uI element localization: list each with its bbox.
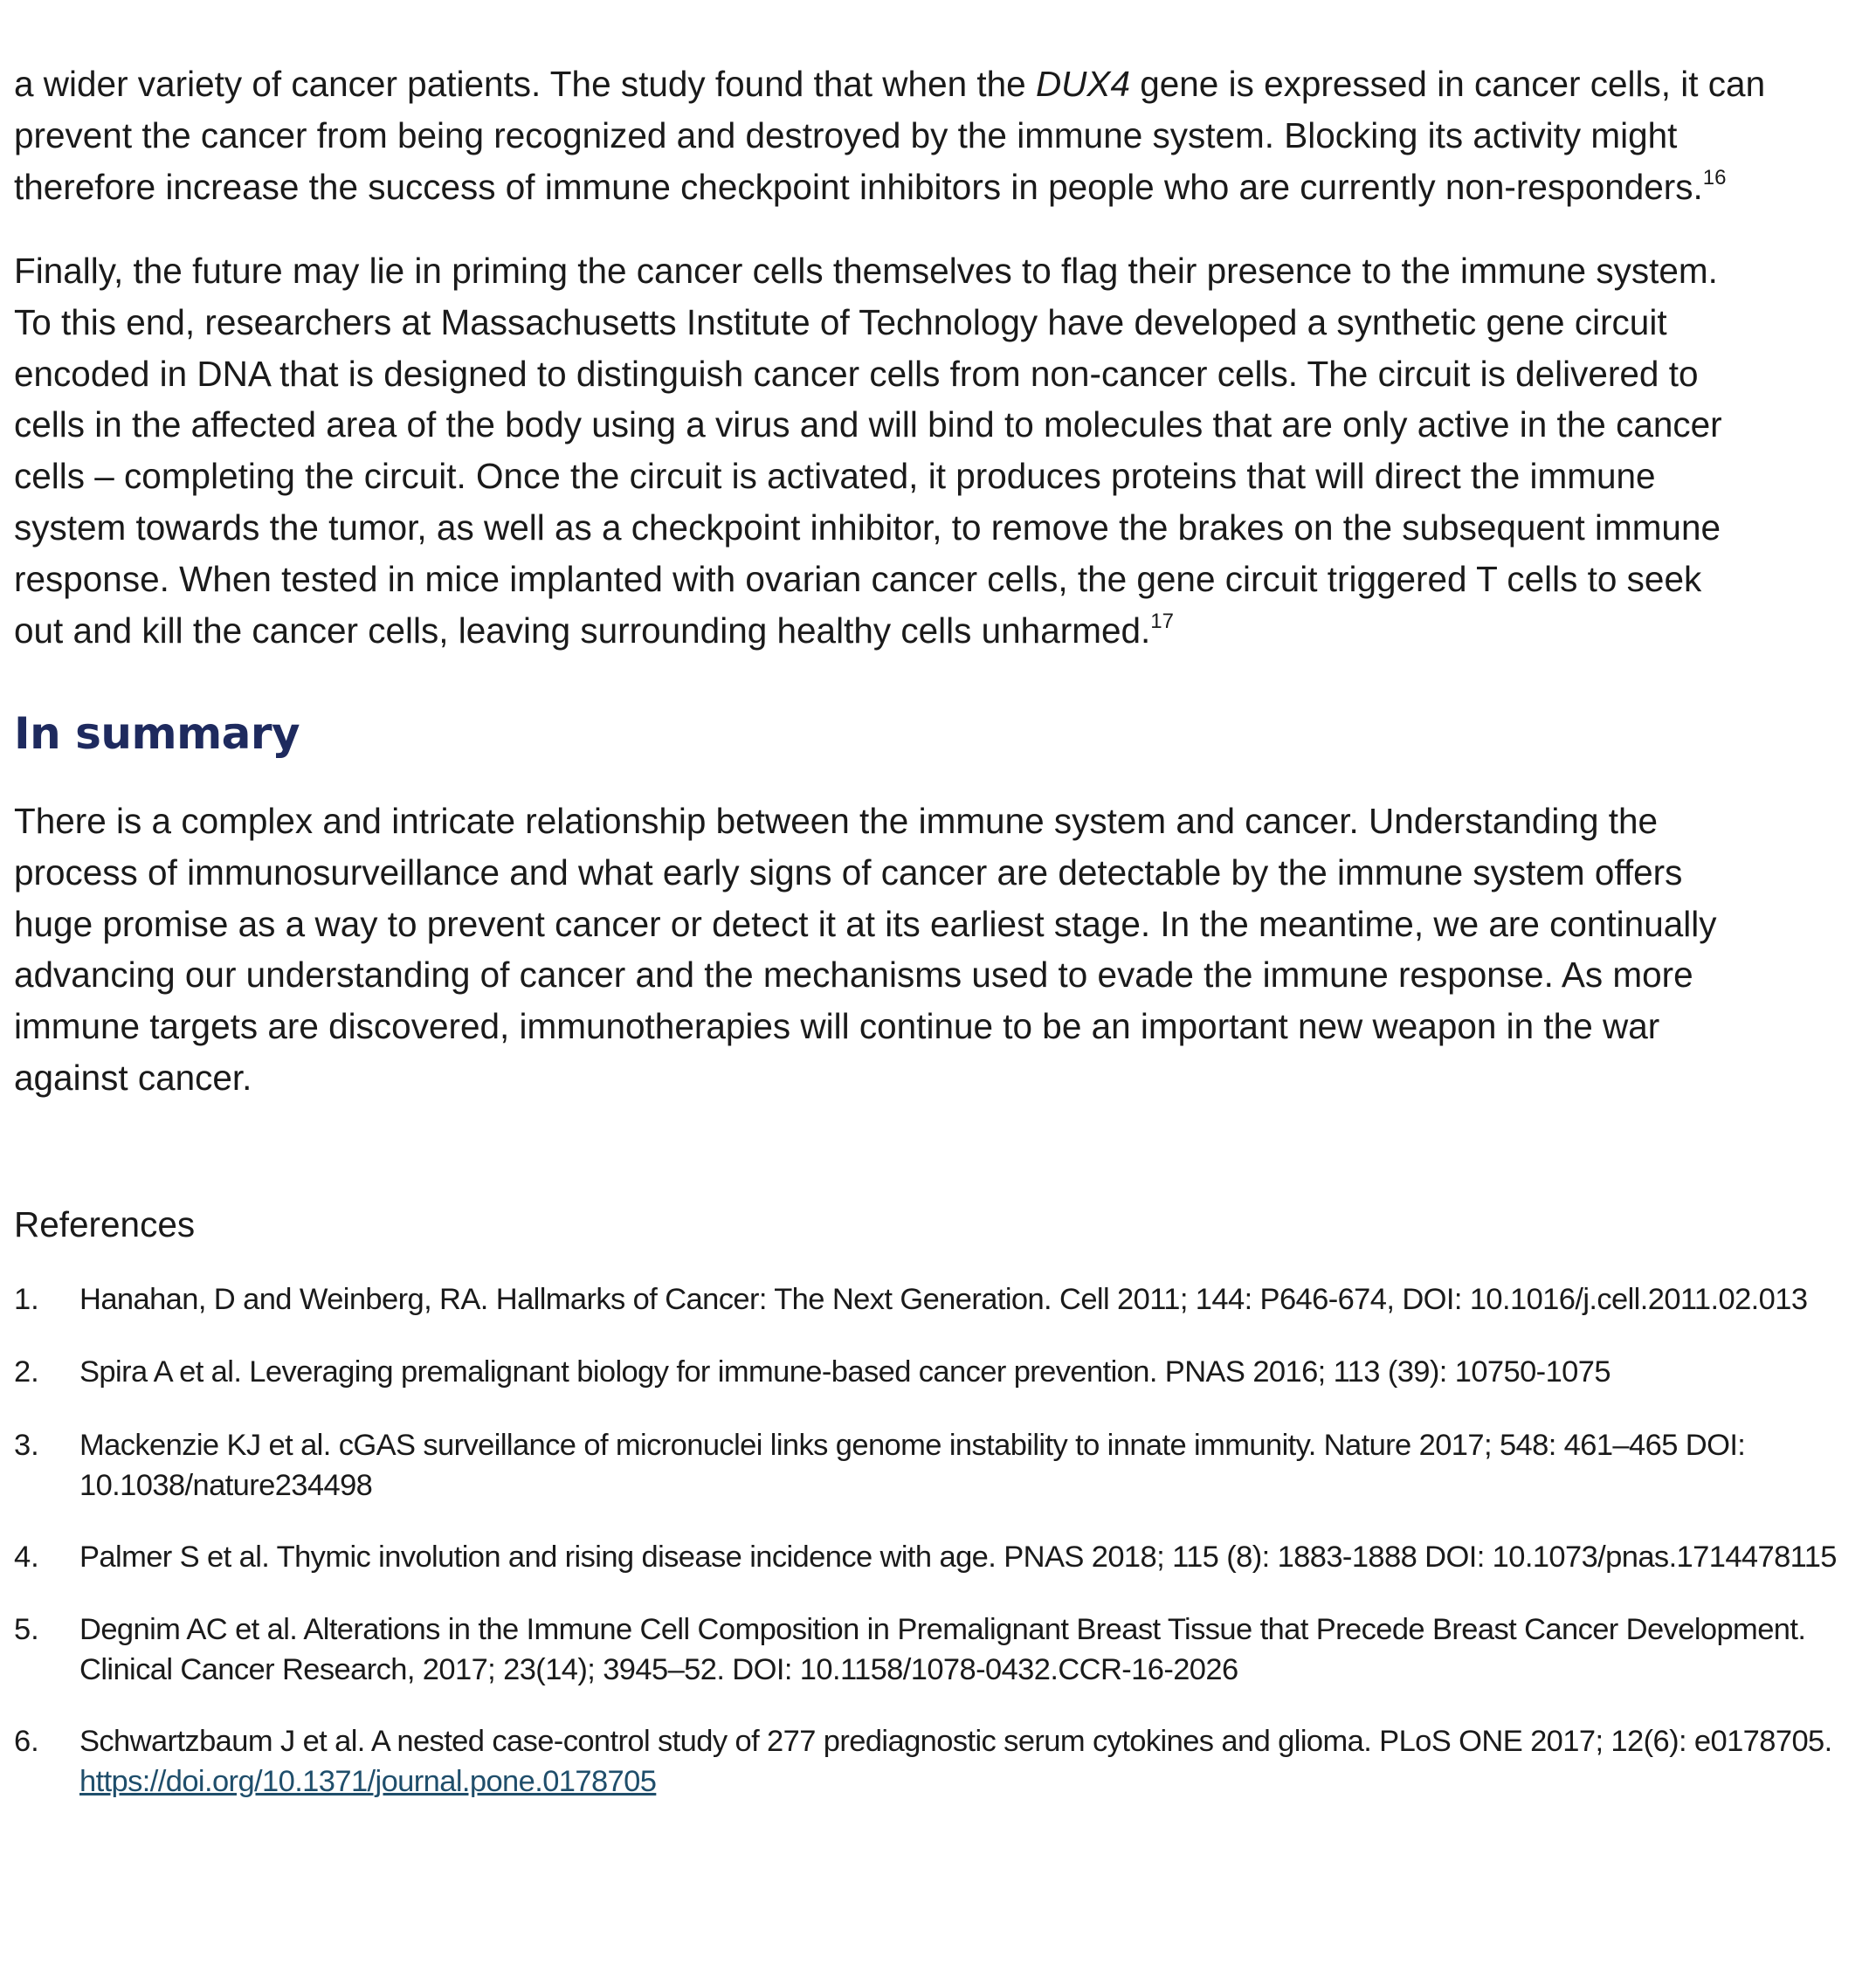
- reference-number: 4.: [14, 1540, 39, 1574]
- paragraph-line: huge promise as a way to prevent cancer or detect it at its earliest stage. In the meantime, we are continually: [14, 903, 1717, 944]
- paragraph-line: To this end, researchers at Massachusetts Institute of Technology have developed a synthetic gene circuit: [14, 301, 1667, 342]
- reference-text: Degnim AC et al. Alterations in the Immune Cell Composition in Premalignant Breast Tissue that Precede Breast Cancer Development. Clinical Cancer Research, 2017; 23(14); 3945–52. DOI: 10.1158/1078-0432.CCR-16-2026: [79, 1613, 1806, 1686]
- reference-number: 5.: [14, 1613, 39, 1646]
- paragraph-summary: [14, 796, 1717, 1104]
- paragraph-line: advancing our understanding of cancer and the mechanisms used to evade the immune response. As more: [14, 955, 1693, 996]
- paragraph-line: There is a complex and intricate relationship between the immune system and cancer. Understanding the: [14, 801, 1659, 841]
- footnote-marker[interactable]: 17: [1150, 610, 1174, 634]
- paragraph-line: encoded in DNA that is designed to distinguish cancer cells from non-cancer cells. The circuit is delivered to: [14, 353, 1699, 394]
- reference-text: Schwartzbaum J et al. A nested case-control study of 277 prediagnostic serum cytokines and glioma. PLoS ONE 2017; 12(6): e0178705. https://doi.org/10.1371/journal.pone.0178705: [79, 1725, 1832, 1798]
- paragraph-line: response. When tested in mice implanted with ovarian cancer cells, the gene circuit triggered T cells to seek: [14, 558, 1702, 599]
- paragraph-line: prevent the cancer from being recognized and destroyed by the immune system. Blocking its activity might: [14, 114, 1678, 155]
- reference-text: Spira A et al. Leveraging premalignant biology for immune-based cancer prevention. PNAS 2016; 113 (39): 10750-1075: [79, 1355, 1610, 1389]
- section-heading-summary: In summary: [14, 708, 300, 759]
- paragraph-line: cells – completing the circuit. Once the circuit is activated, it produces proteins that will direct the immune: [14, 456, 1656, 497]
- paragraph-line: immune targets are discovered, immunotherapies will continue to be an important new weapon in the war: [14, 1006, 1660, 1047]
- reference-number: 2.: [14, 1355, 39, 1389]
- paragraph-dux4: [14, 59, 1765, 212]
- reference-number: 6.: [14, 1725, 39, 1758]
- reference-text: Mackenzie KJ et al. cGAS surveillance of micronuclei links genome instability to innate immunity. Nature 2017; 548: 461–465 DOI: 10.1038/nature234498: [79, 1429, 1746, 1502]
- reference-text: Hanahan, D and Weinberg, RA. Hallmarks of Cancer: The Next Generation. Cell 2011; 144: P646-674, DOI: 10.1016/j.cell.2011.02.013: [79, 1283, 1808, 1316]
- footnote-marker[interactable]: 16: [1702, 166, 1727, 190]
- paragraph-line: therefore increase the success of immune checkpoint inhibitors in people who are currently non-responders.$^{16}$: [14, 166, 1727, 207]
- paragraph-gene-circuit: [14, 245, 1722, 656]
- paragraph-line: out and kill the cancer cells, leaving surrounding healthy cells unharmed.$^{17}$: [14, 610, 1174, 651]
- gene-name: DUX4: [1035, 64, 1130, 104]
- paragraph-line: process of immunosurveillance and what early signs of cancer are detectable by the immune system offers: [14, 851, 1683, 893]
- references-title: References: [14, 1204, 196, 1244]
- paragraph-line: a wider variety of cancer patients. The study found that when the DUX4 gene is expressed in cancer cells, it can: [14, 64, 1766, 104]
- reference-number: 3.: [14, 1429, 39, 1462]
- reference-text: Palmer S et al. Thymic involution and rising disease incidence with age. PNAS 2018; 115 (8): 1883-1888 DOI: 10.1073/pnas.1714478115: [79, 1540, 1837, 1574]
- paragraph-line: system towards the tumor, as well as a checkpoint inhibitor, to remove the brakes on the subsequent immune: [14, 507, 1721, 548]
- paragraph-line: Finally, the future may lie in priming the cancer cells themselves to flag their presence to the immune system.: [14, 251, 1718, 291]
- reference-number: 1.: [14, 1283, 39, 1316]
- paragraph-line: cells in the affected area of the body using a virus and will bind to molecules that are only active in the cancer: [14, 404, 1722, 445]
- paragraph-line: against cancer.: [14, 1057, 252, 1098]
- doi-link[interactable]: https://doi.org/10.1371/journal.pone.0178705: [79, 1764, 657, 1798]
